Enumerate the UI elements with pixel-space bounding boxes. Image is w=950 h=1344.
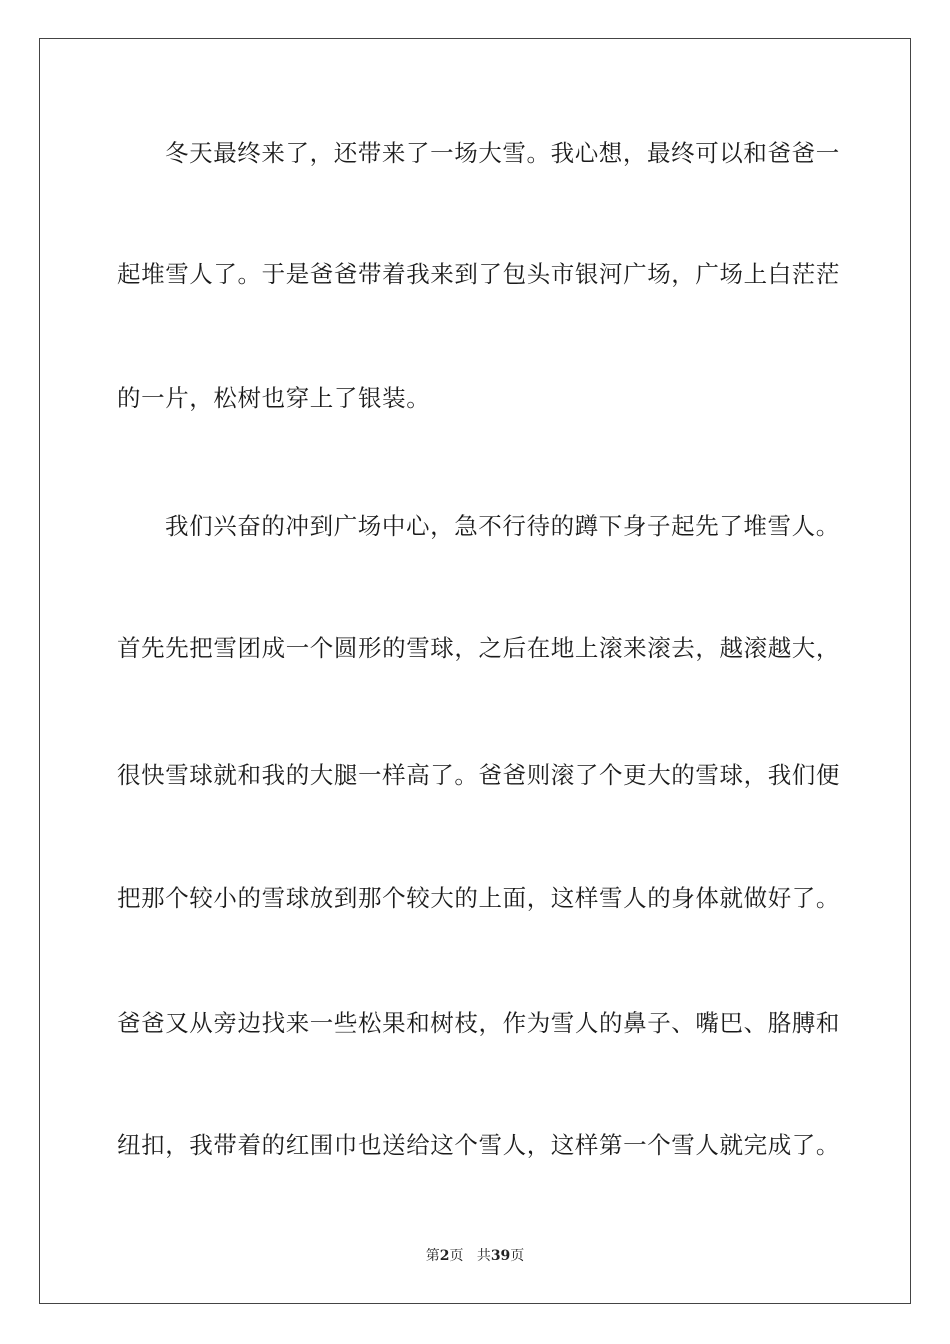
footer-page-suffix: 页: [449, 1248, 464, 1264]
page-footer: [0, 1247, 950, 1265]
paragraph-2-line-5: 爸爸又从旁边找来一些松果和树枝，作为雪人的鼻子、嘴巴、胳膊和: [117, 1009, 840, 1037]
paragraph-1-line-2: 起堆雪人了。于是爸爸带着我来到了包头市银河广场，广场上白茫茫: [117, 260, 840, 288]
footer-page-number: 2: [439, 1248, 450, 1264]
paragraph-2-line-3: 很快雪球就和我的大腿一样高了。爸爸则滚了个更大的雪球，我们便: [117, 761, 840, 789]
footer-total-prefix: 共: [476, 1248, 491, 1264]
paragraph-1-line-1: 冬天最终来了，还带来了一场大雪。我心想，最终可以和爸爸一: [165, 139, 840, 167]
footer-page-prefix: 第: [425, 1248, 440, 1264]
page-border: [39, 38, 911, 1304]
paragraph-2-line-6: 纽扣，我带着的红围巾也送给这个雪人，这样第一个雪人就完成了。: [117, 1131, 840, 1159]
paragraph-2-line-1: 我们兴奋的冲到广场中心，急不行待的蹲下身子起先了堆雪人。: [165, 512, 840, 540]
paragraph-2-line-2: 首先先把雪团成一个圆形的雪球，之后在地上滚来滚去，越滚越大，: [117, 634, 840, 662]
paragraph-2-line-4: 把那个较小的雪球放到那个较大的上面，这样雪人的身体就做好了。: [117, 884, 840, 912]
footer-total-suffix: 页: [510, 1248, 525, 1264]
paragraph-1-line-3: 的一片，松树也穿上了银装。: [117, 384, 431, 412]
footer-total-pages: 39: [490, 1248, 511, 1264]
